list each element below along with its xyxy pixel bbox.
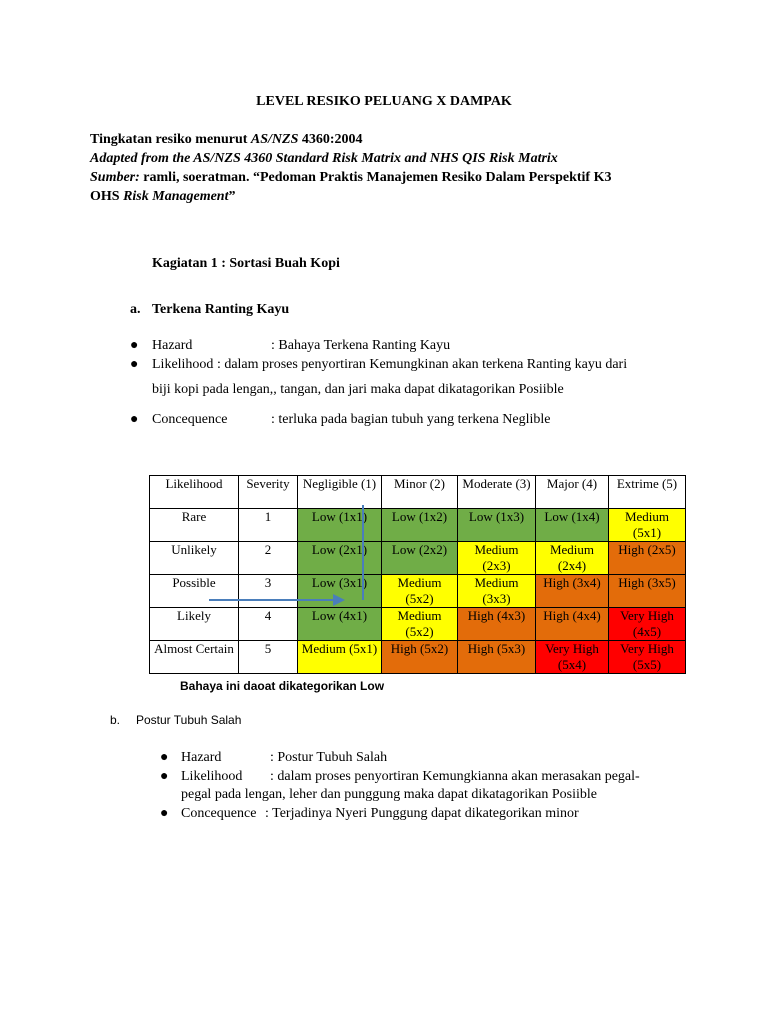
consequence-label-b: Concequence — [181, 806, 257, 821]
severity-cell: 3 — [239, 575, 298, 608]
risk-cell: Low (1x4) — [536, 509, 609, 542]
risk-cell: Very High (5x5) — [609, 641, 686, 674]
risk-cell: High (3x5) — [609, 575, 686, 608]
hazard-label: Hazard — [152, 338, 193, 353]
source-cont-italic: Risk Management — [123, 189, 229, 204]
standard-year: 4360:2004 — [298, 132, 363, 147]
likelihood-cell: Possible — [150, 575, 239, 608]
source-cont-text: OHS — [90, 189, 124, 204]
risk-cell: Low (1x2) — [382, 509, 458, 542]
bullet-icon: ● — [160, 806, 169, 821]
risk-cell: Low (3x1) — [298, 575, 382, 608]
severity-cell: 4 — [239, 608, 298, 641]
risk-cell: Low (4x1) — [298, 608, 382, 641]
hazard-value-b: : Postur Tubuh Salah — [270, 750, 388, 765]
risk-cell: Low (1x1) — [298, 509, 382, 542]
matrix-header-cell: Likelihood — [150, 476, 239, 509]
consequence-value-b: : Terjadinya Nyeri Punggung dapat dikategorikan minor — [265, 806, 579, 821]
risk-cell: Medium (3x3) — [458, 575, 536, 608]
matrix-caption: Bahaya ini daoat dikategorikan Low — [180, 679, 385, 693]
standard-code: AS/NZS — [250, 132, 299, 147]
matrix-header-cell: Major (4) — [536, 476, 609, 509]
consequence-value: : terluka pada bagian tubuh yang terkena Neglible — [271, 412, 551, 427]
likelihood-arrow — [209, 505, 363, 606]
hazard-value: : Bahaya Terkena Ranting Kayu — [271, 338, 451, 353]
likelihood-label-b: Likelihood — [181, 769, 243, 784]
page-title: LEVEL RESIKO PELUANG X DAMPAK — [256, 94, 512, 109]
matrix-header-cell: Negligible (1) — [298, 476, 382, 509]
likelihood-cell: Likely — [150, 608, 239, 641]
likelihood-value-b: : dalam proses penyortiran Kemungkianna akan merasakan pegal- — [270, 769, 640, 784]
standard-text: Tingkatan resiko menurut — [90, 132, 251, 147]
likelihood-cell: Unlikely — [150, 542, 239, 575]
matrix-header-cell: Moderate (3) — [458, 476, 536, 509]
likelihood-value: : dalam proses penyortiran Kemungkinan akan terkena Ranting kayu dari — [213, 357, 628, 372]
risk-cell: High (3x4) — [536, 575, 609, 608]
likelihood-cont: biji kopi pada lengan,, tangan, dan jari maka dapat dikatagorikan Posiible — [152, 382, 564, 397]
activity-title: Kagiatan 1 : Sortasi Buah Kopi — [152, 256, 340, 271]
risk-cell: Low (2x2) — [382, 542, 458, 575]
section-a-marker: a. — [130, 302, 141, 317]
section-b-marker: b. — [110, 713, 121, 727]
likelihood-cont-b: pegal pada lengan, leher dan punggung maka dapat dikatagorikan Posiible — [181, 787, 597, 802]
source-cont-end: ” — [228, 189, 236, 204]
bullet-icon: ● — [160, 769, 169, 784]
bullet-icon: ● — [160, 750, 169, 765]
source-text: ramli, soeratman. “Pedoman Praktis Manajemen Resiko Dalam Perspektif K3 — [139, 170, 612, 185]
section-b-heading: Postur Tubuh Salah — [136, 713, 242, 727]
severity-cell: 1 — [239, 509, 298, 542]
risk-cell: Medium (5x1) — [298, 641, 382, 674]
consequence-label: Concequence — [152, 412, 228, 427]
matrix-header-cell: Minor (2) — [382, 476, 458, 509]
risk-cell: High (2x5) — [609, 542, 686, 575]
bullet-icon: ● — [130, 357, 139, 372]
risk-cell: Medium (5x2) — [382, 575, 458, 608]
bullet-icon: ● — [130, 412, 139, 427]
risk-cell: Medium (5x1) — [609, 509, 686, 542]
risk-cell: Medium (2x3) — [458, 542, 536, 575]
risk-cell: Very High (4x5) — [609, 608, 686, 641]
severity-cell: 5 — [239, 641, 298, 674]
risk-cell: Very High (5x4) — [536, 641, 609, 674]
bullet-icon: ● — [130, 338, 139, 353]
risk-cell: Medium (2x4) — [536, 542, 609, 575]
likelihood-label: Likelihood — [152, 357, 214, 372]
risk-cell: Medium (5x2) — [382, 608, 458, 641]
risk-cell: High (5x3) — [458, 641, 536, 674]
severity-cell: 2 — [239, 542, 298, 575]
likelihood-cell: Rare — [150, 509, 239, 542]
risk-cell: High (4x4) — [536, 608, 609, 641]
hazard-label-b: Hazard — [181, 750, 222, 765]
likelihood-cell: Almost Certain — [150, 641, 239, 674]
source-label: Sumber: — [90, 170, 140, 185]
risk-cell: Low (2x1) — [298, 542, 382, 575]
risk-cell: High (4x3) — [458, 608, 536, 641]
adapted-line: Adapted from the AS/NZS 4360 Standard Risk Matrix and NHS QIS Risk Matrix — [90, 151, 558, 166]
risk-cell: Low (1x3) — [458, 509, 536, 542]
matrix-header-cell: Extrime (5) — [609, 476, 686, 509]
section-a-heading: Terkena Ranting Kayu — [152, 302, 290, 317]
matrix-header-cell: Severity — [239, 476, 298, 509]
risk-cell: High (5x2) — [382, 641, 458, 674]
